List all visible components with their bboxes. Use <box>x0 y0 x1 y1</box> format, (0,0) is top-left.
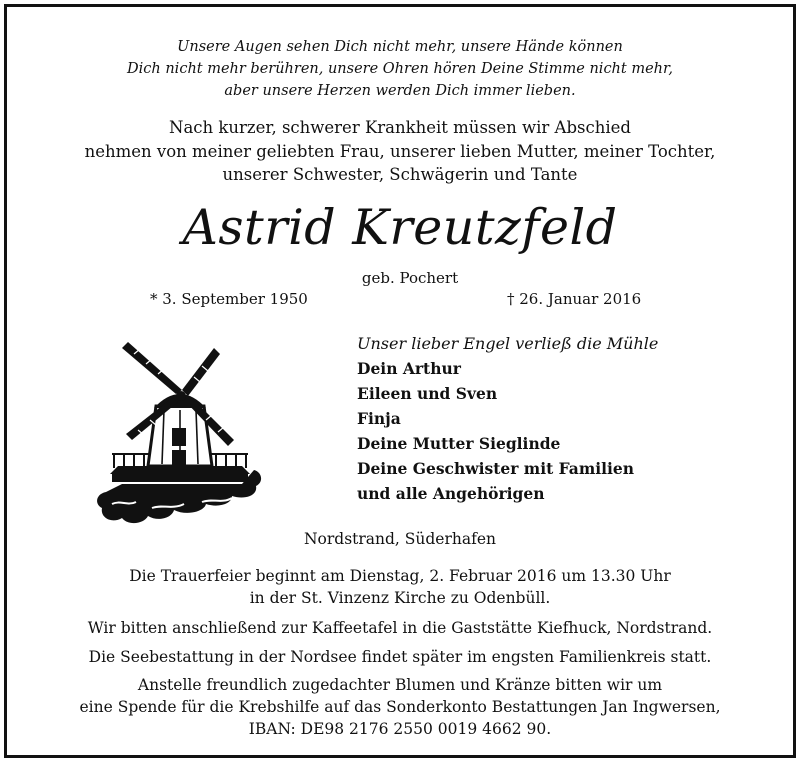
intro-line: nehmen von meiner geliebten Frau, unserer lieben Mutter, meiner Tochter, <box>84 141 716 161</box>
poem <box>0 36 800 102</box>
poem-line: Dich nicht mehr berühren, unsere Ohren hören Deine Stimme nicht mehr, <box>127 61 673 77</box>
intro-line: unserer Schwester, Schwägerin und Tante <box>222 165 578 184</box>
birth-date: * 3. September 1950 <box>150 290 308 308</box>
funeral-line: Die Trauerfeier beginnt am Dienstag, 2. Februar 2016 um 13.30 Uhr <box>129 567 671 585</box>
donation-line: IBAN: DE98 2176 2550 0019 4662 90. <box>248 720 552 738</box>
burial-info: Die Seebestattung in der Nordsee findet später im engsten Familienkreis statt. <box>88 648 712 666</box>
intro-line: Nach kurzer, schwerer Krankheit müssen wir Abschied <box>169 118 631 137</box>
mourners-list <box>357 331 658 506</box>
mourner-name: und alle Angehörigen <box>357 484 545 503</box>
poem-line: Unsere Augen sehen Dich nicht mehr, unsere Hände können <box>177 39 623 55</box>
coffee-info: Wir bitten anschließend zur Kaffeetafel in die Gaststätte Kiefhuck, Nordstrand. <box>87 619 713 637</box>
funeral-line: in der St. Vinzenz Kirche zu Odenbüll. <box>249 589 551 607</box>
mourner-name: Deine Mutter Sieglinde <box>357 434 561 453</box>
mourner-name: Eileen und Sven <box>357 384 498 403</box>
mourner-name: Finja <box>357 409 401 428</box>
donation-line: eine Spende für die Krebshilfe auf das Sonderkonto Bestattungen Jan Ingwersen, <box>79 698 721 716</box>
maiden-name: geb. Pochert <box>361 269 459 287</box>
mourner-name: Deine Geschwister mit Familien <box>357 459 635 478</box>
death-date: † 26. Januar 2016 <box>507 290 642 308</box>
mourners-lead: Unser lieber Engel verließ die Mühle <box>357 334 659 353</box>
deceased-name: Astrid Kreutzfeld <box>182 199 618 256</box>
funeral-info <box>0 565 800 609</box>
donation-info <box>0 674 800 740</box>
mourner-name: Dein Arthur <box>357 359 461 378</box>
place: Nordstrand, Süderhafen <box>303 530 497 548</box>
poem-line: aber unsere Herzen werden Dich immer lieben. <box>224 83 576 99</box>
windmill-icon <box>92 336 268 528</box>
donation-line: Anstelle freundlich zugedachter Blumen und Kränze bitten wir um <box>137 676 663 694</box>
intro-text <box>0 116 800 187</box>
